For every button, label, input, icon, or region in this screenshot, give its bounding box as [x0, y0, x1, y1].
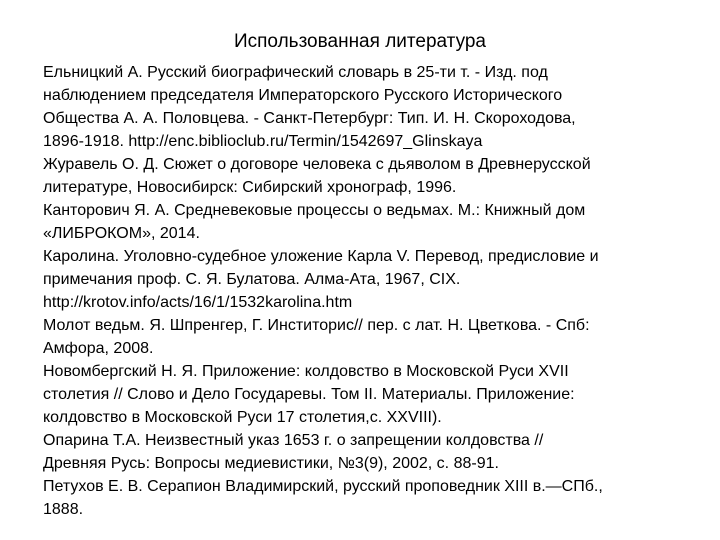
- reference-line: столетия // Слово и Дело Государевы. Том II. Материалы. Приложение:: [43, 386, 575, 403]
- reference-line: литературе, Новосибирск: Сибирский хронограф, 1996.: [43, 179, 457, 196]
- reference-item: [43, 245, 693, 314]
- reference-line: Каролина. Уголовно-судебное уложение Карла V. Перевод, предисловие и: [43, 248, 599, 265]
- reference-line: Ельницкий А. Русский биографический словарь в 25-ти т. - Изд. под: [43, 64, 548, 81]
- reference-line: http://krotov.info/acts/16/1/1532karolina.htm: [43, 294, 353, 311]
- page-title: Использованная литература: [233, 31, 487, 52]
- reference-line: Амфора, 2008.: [43, 340, 154, 357]
- reference-line: Опарина Т.А. Неизвестный указ 1653 г. о запрещении колдовства //: [43, 432, 544, 449]
- reference-line: Журавель О. Д. Сюжет о договоре человека с дьяволом в Древнерусской: [43, 156, 591, 173]
- reference-line: Петухов Е. В. Серапион Владимирский, русский проповедник XIII в.—СПб.,: [43, 478, 603, 495]
- reference-line: Общества А. А. Половцева. - Санкт-Петербург: Тип. И. Н. Скороходова,: [43, 110, 576, 127]
- reference-line: Молот ведьм. Я. Шпренгер, Г. Инститорис// пер. с лат. Н. Цветкова. - Спб:: [43, 317, 590, 334]
- reference-line: «ЛИБРОКОМ», 2014.: [43, 225, 200, 242]
- reference-item: [43, 61, 693, 153]
- reference-line: 1888.: [43, 501, 84, 518]
- reference-item: [43, 153, 693, 199]
- reference-line: Новомбергский Н. Я. Приложение: колдовство в Московской Руси XVII: [43, 363, 569, 380]
- reference-item: [43, 475, 693, 521]
- reference-line: 1896-1918. http://enc.biblioclub.ru/Termin/1542697_Glinskaya: [43, 133, 483, 150]
- reference-item: [43, 429, 693, 475]
- reference-line: Канторович Я. А. Средневековые процессы о ведьмах. М.: Книжный дом: [43, 202, 586, 219]
- reference-line: Древняя Русь: Вопросы медиевистики, №3(9), 2002, с. 88-91.: [43, 455, 499, 472]
- reference-line: колдовство в Московской Руси 17 столетия,с. XXVIII).: [43, 409, 442, 426]
- reference-list: [43, 61, 693, 521]
- reference-line: примечания проф. С. Я. Булатова. Алма-Ата, 1967, CIX.: [43, 271, 461, 288]
- reference-item: [43, 314, 693, 360]
- reference-item: [43, 360, 693, 429]
- reference-line: наблюдением председателя Императорского Русского Исторического: [43, 87, 563, 104]
- reference-item: [43, 199, 693, 245]
